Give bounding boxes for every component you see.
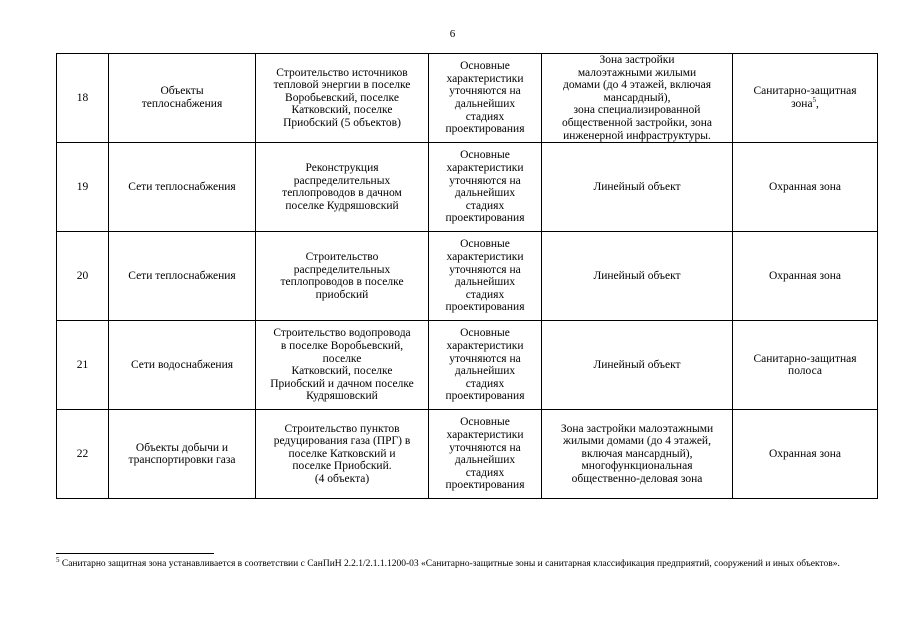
footnote-divider [56, 553, 214, 554]
characteristics-cell: Основные характеристики уточняются на дальнейших стадиях проектирования [429, 54, 542, 143]
table-row [57, 232, 878, 321]
footnote-text: Санитарно защитная зона устанавливается в соответствии с СанПиН 2.2.1/2.1.1.1200-03 «Санитарно-защитные зоны и санитарная классификация предприятий, сооружений и иных объектов». [59, 559, 840, 569]
table-row [57, 410, 878, 499]
row-number-cell: 19 [57, 143, 109, 232]
characteristics-cell: Основные характеристики уточняются на дальнейших стадиях проектирования [429, 321, 542, 410]
restriction-cell [733, 54, 878, 143]
restriction-cell: Охранная зона [733, 232, 878, 321]
restriction-suffix: , [816, 98, 819, 111]
zone-cell: Зона застройки малоэтажными жилыми домами (до 4 этажей, включая мансардный), зона специализированной общественной застройки, зона инженерной инфраструктуры. [542, 54, 733, 143]
characteristics-cell: Основные характеристики уточняются на дальнейших стадиях проектирования [429, 232, 542, 321]
object-description-cell: Строительство водопровода в поселке Воробьевский, поселке Катковский, поселке Приобский и дачном поселке Кудряшовский [256, 321, 429, 410]
row-number-cell: 21 [57, 321, 109, 410]
zone-cell: Линейный объект [542, 321, 733, 410]
table-row [57, 54, 878, 143]
restriction-cell: Санитарно-защитная полоса [733, 321, 878, 410]
object-name-cell: Сети теплоснабжения [109, 143, 256, 232]
object-description-cell: Строительство распределительных теплопроводов в поселке приобский [256, 232, 429, 321]
page-number: 6 [449, 28, 456, 40]
object-description-cell: Строительство пунктов редуцирования газа (ПРГ) в поселке Катковский и поселке Приобский. (4 объекта) [256, 410, 429, 499]
footnote-reference: 5 [812, 96, 817, 105]
table-row [57, 321, 878, 410]
restriction-cell: Охранная зона [733, 143, 878, 232]
row-number-cell: 18 [57, 54, 109, 143]
characteristics-cell: Основные характеристики уточняются на дальнейших стадиях проектирования [429, 143, 542, 232]
object-description-cell: Строительство источников тепловой энергии в поселке Воробьевский, поселке Катковский, поселке Приобский (5 объектов) [256, 54, 429, 143]
objects-table [56, 53, 878, 499]
zone-cell: Линейный объект [542, 232, 733, 321]
footnote-marker: 5 [56, 555, 60, 564]
table-row [57, 143, 878, 232]
row-number-cell: 22 [57, 410, 109, 499]
restriction-cell: Охранная зона [733, 410, 878, 499]
zone-cell: Линейный объект [542, 143, 733, 232]
characteristics-cell: Основные характеристики уточняются на дальнейших стадиях проектирования [429, 410, 542, 499]
footnote [56, 555, 877, 571]
object-name-cell: Объекты теплоснабжения [109, 54, 256, 143]
object-name-cell: Сети водоснабжения [109, 321, 256, 410]
object-name-cell: Сети теплоснабжения [109, 232, 256, 321]
object-name-cell: Объекты добычи и транспортировки газа [109, 410, 256, 499]
restriction-text: Санитарно-защитная зона [753, 85, 857, 111]
zone-cell: Зона застройки малоэтажными жилыми домами (до 4 этажей, включая мансардный), многофункциональная общественно-деловая зона [542, 410, 733, 499]
row-number-cell: 20 [57, 232, 109, 321]
object-description-cell: Реконструкция распределительных теплопроводов в дачном поселке Кудряшовский [256, 143, 429, 232]
